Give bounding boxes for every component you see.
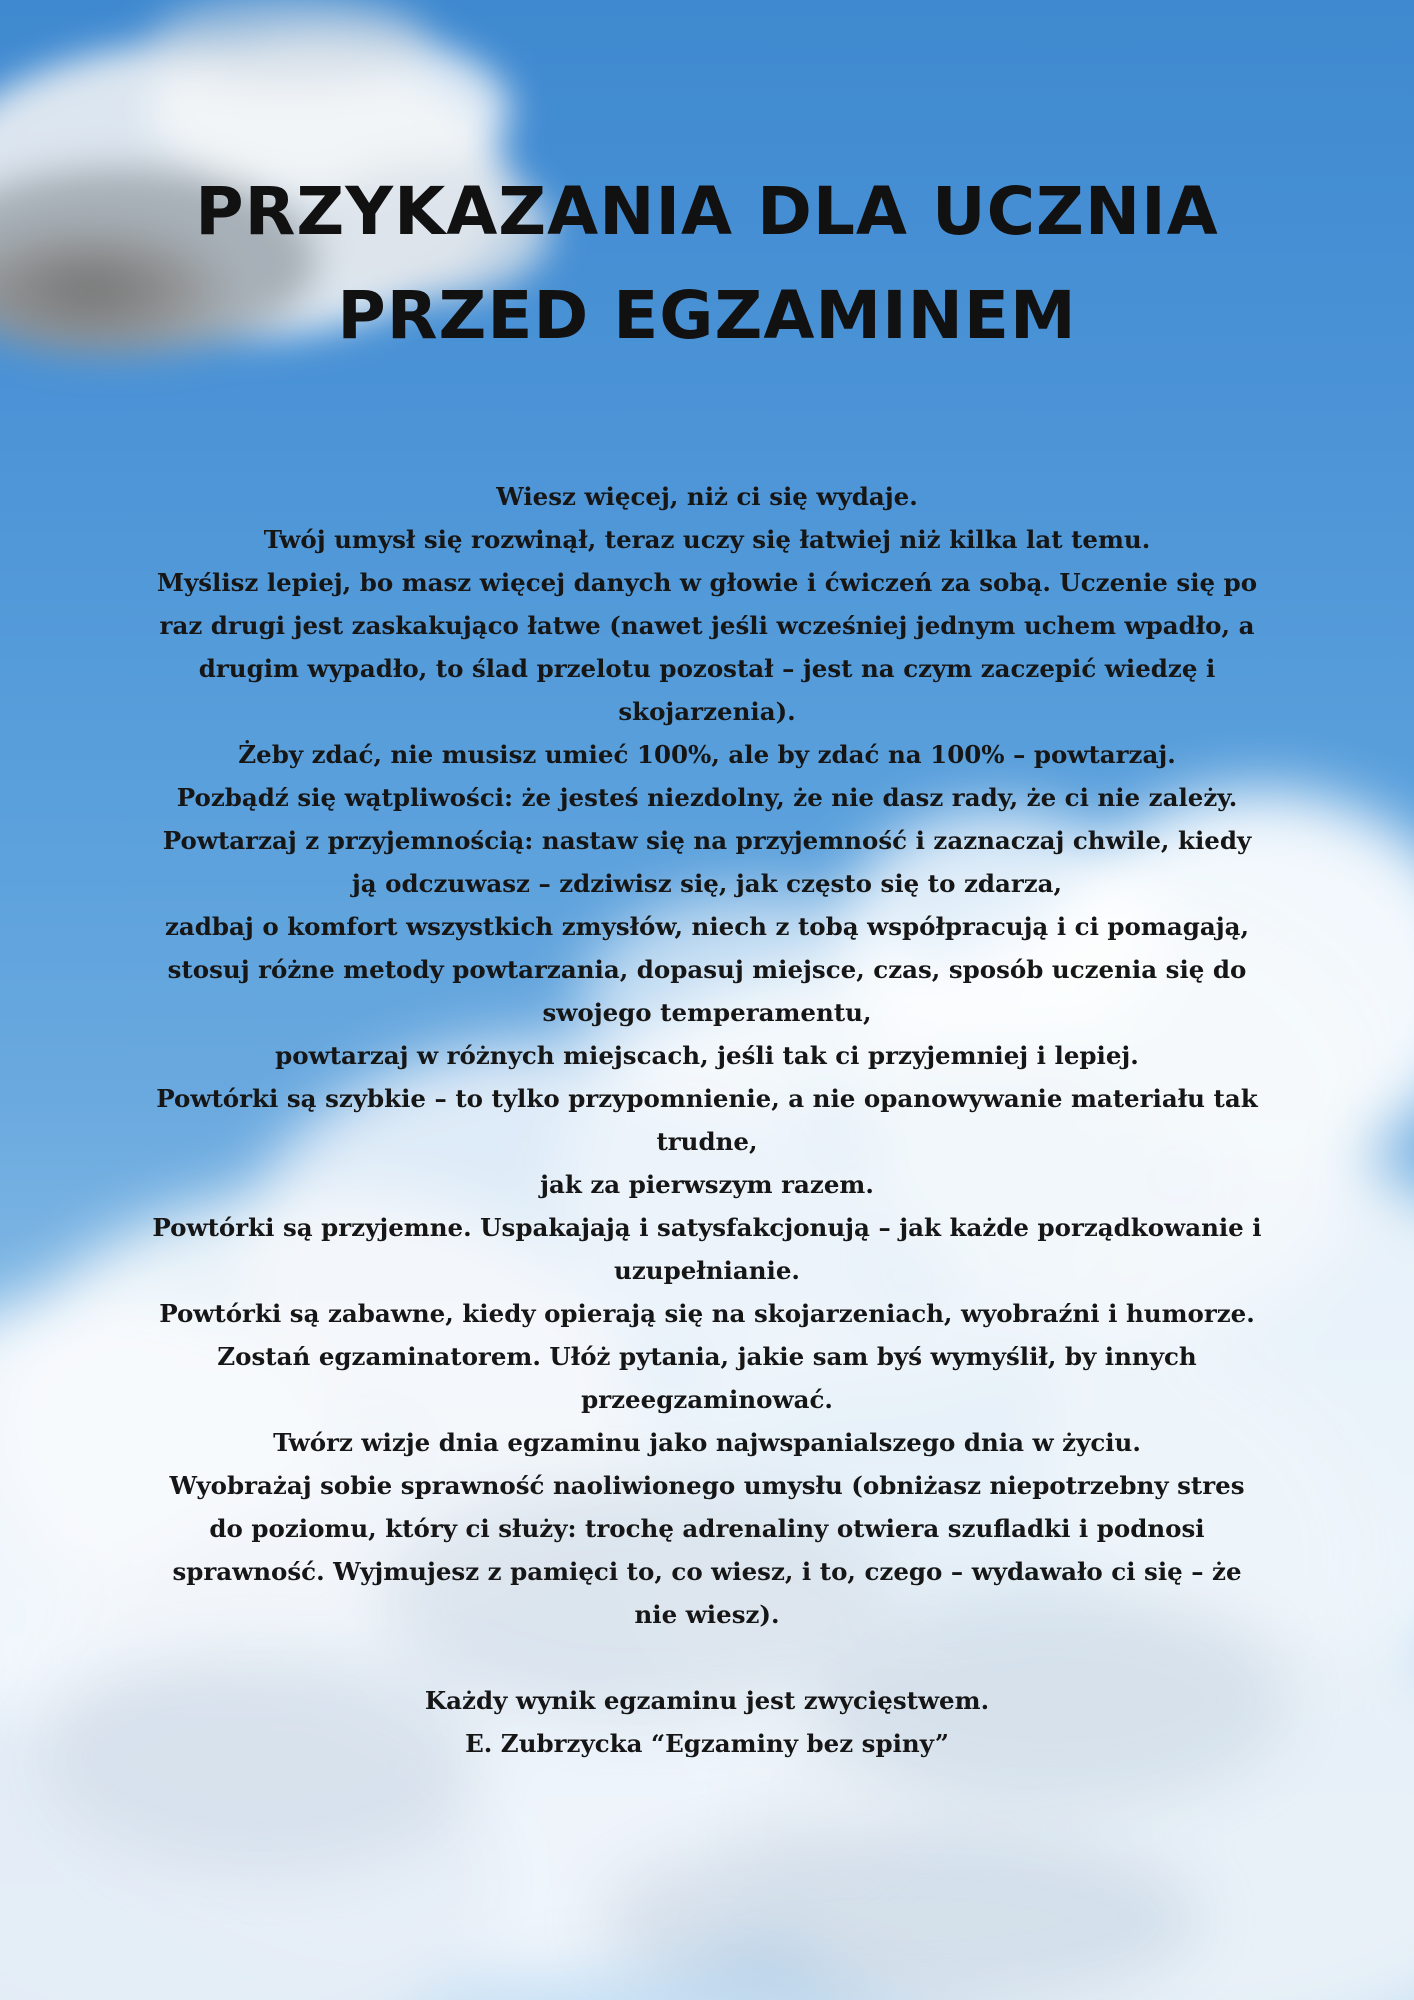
paragraph: Powtarzaj z przyjemnością: nastaw się na przyjemność i zaznaczaj chwile, kiedy ją odczuwasz – zdziwisz się, jak często się to zdarza,	[162, 826, 1252, 898]
paragraph: zadbaj o komfort wszystkich zmysłów, niech z tobą współpracują i ci pomagają,	[165, 912, 1249, 941]
paragraph: stosuj różne metody powtarzania, dopasuj miejsce, czas, sposób uczenia się do swojego temperamentu,	[167, 955, 1247, 1027]
paragraph: Powtórki są przyjemne. Uspakajają i satysfakcjonują – jak każde porządkowanie i uzupełnianie.	[152, 1213, 1262, 1285]
page-title: PRZYKAZANIA DLA UCZNIA PRZED EGZAMINEM	[195, 173, 1219, 354]
paragraph: Powtórki są zabawne, kiedy opierają się na skojarzeniach, wyobraźni i humorze.	[159, 1299, 1255, 1328]
spacer	[150, 1636, 1264, 1679]
paragraph: jak za pierwszym razem.	[540, 1170, 874, 1199]
paragraph: Wyobrażaj sobie sprawność naoliwionego umysłu (obniżasz niepotrzebny stres do poziomu, który ci służy: trochę adrenaliny otwiera szufladki i podnosi sprawność. Wyjmujesz z pamięci to, co wiesz, i to, czego – wydawało ci się – że nie wiesz).	[169, 1471, 1245, 1629]
paragraph: Wiesz więcej, niż ci się wydaje.	[496, 482, 918, 511]
body-text	[150, 475, 1264, 1765]
closing-line: Każdy wynik egzaminu jest zwycięstwem.	[424, 1686, 990, 1715]
paragraph: Myślisz lepiej, bo masz więcej danych w głowie i ćwiczeń za sobą. Uczenie się po raz drugi jest zaskakująco łatwe (nawet jeśli wcześniej jednym uchem wpadło, a drugim wypadło, to ślad przelotu pozostał – jest na czym zaczepić wiedzę i skojarzenia).	[156, 568, 1258, 726]
paragraph: Zostań egzaminatorem. Ułóż pytania, jakie sam byś wymyślił, by innych przeegzaminować.	[217, 1342, 1197, 1414]
paragraph: Pozbądź się wątpliwości: że jesteś niezdolny, że nie dasz rady, że ci nie zależy.	[176, 783, 1238, 812]
paragraph: Żeby zdać, nie musisz umieć 100%, ale by zdać na 100% – powtarzaj.	[238, 740, 1176, 769]
paragraph: Powtórki są szybkie – to tylko przypomnienie, a nie opanowywanie materiału tak trudne,	[156, 1084, 1258, 1156]
attribution: E. Zubrzycka “Egzaminy bez spiny”	[465, 1729, 949, 1758]
paragraph: powtarzaj w różnych miejscach, jeśli tak ci przyjemniej i lepiej.	[275, 1041, 1139, 1070]
paragraph: Twórz wizje dnia egzaminu jako najwspanialszego dnia w życiu.	[273, 1428, 1141, 1457]
paragraph: Twój umysł się rozwinął, teraz uczy się łatwiej niż kilka lat temu.	[263, 525, 1151, 554]
